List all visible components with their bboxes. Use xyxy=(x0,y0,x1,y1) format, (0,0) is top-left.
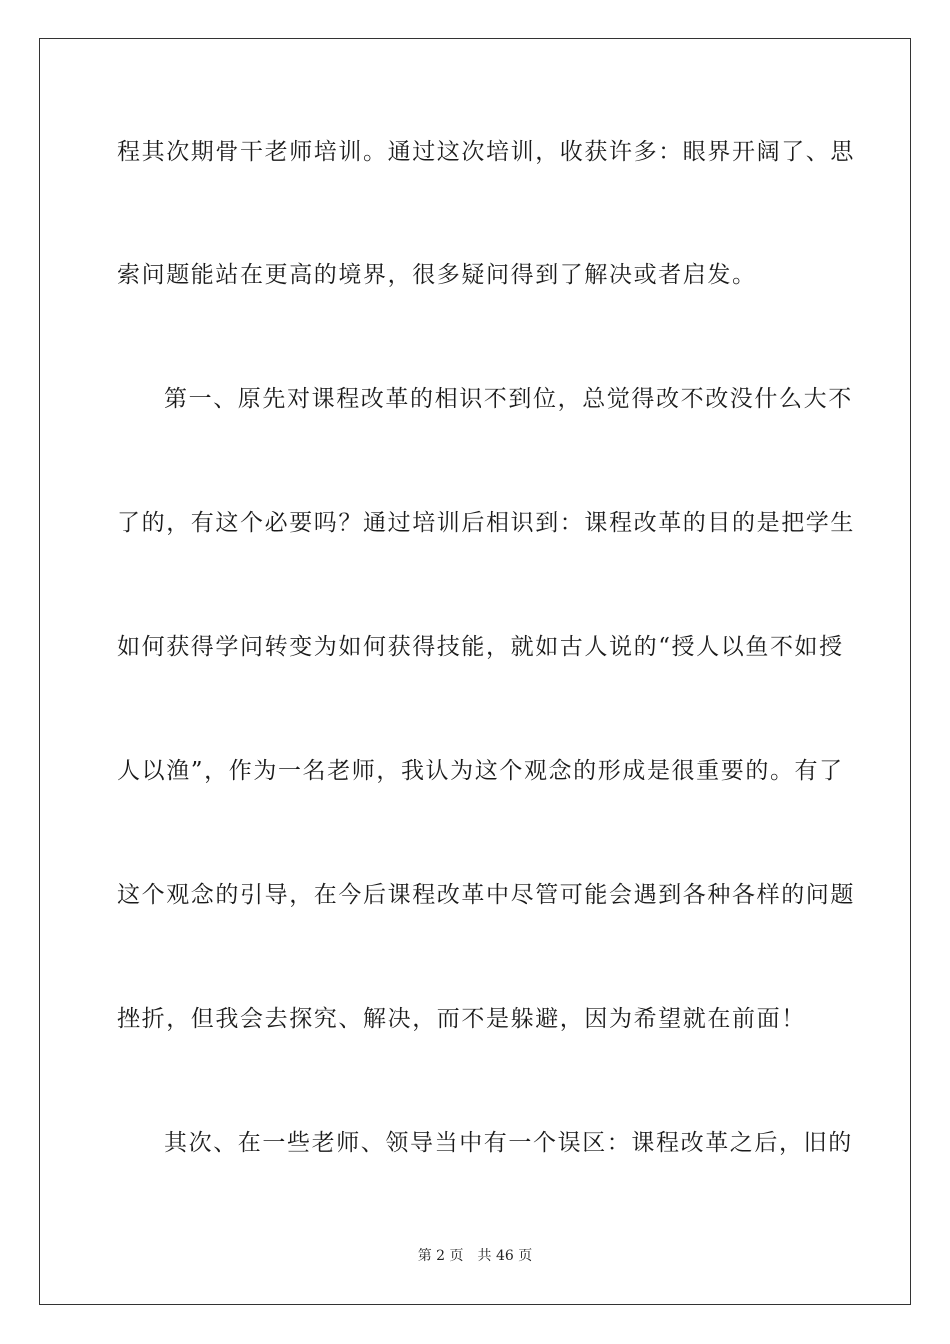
page-total: 共 46 页 xyxy=(477,1248,533,1264)
paragraph-start-line: 第一、原先对课程改革的相识不到位，总觉得改不改没什么大不 xyxy=(164,386,853,412)
text-line: 索问题能站在更高的境界，很多疑问得到了解决或者启发。 xyxy=(117,262,757,288)
text-line: 程其次期骨干老师培训。通过这次培训，收获许多：眼界开阔了、思 xyxy=(117,139,855,165)
page-number: 第 2 页 xyxy=(417,1248,464,1264)
page-footer xyxy=(0,1247,950,1265)
text-line: 了的，有这个必要吗？通过培训后相识到：课程改革的目的是把学生 xyxy=(117,510,855,536)
page-border xyxy=(39,38,911,1305)
text-line: 如何获得学问转变为如何获得技能，就如古人说的“授人以鱼不如授 xyxy=(117,634,844,660)
text-line: 这个观念的引导，在今后课程改革中尽管可能会遇到各种各样的问题 xyxy=(117,882,855,908)
paragraph-start-line: 其次、在一些老师、领导当中有一个误区：课程改革之后，旧的 xyxy=(164,1130,853,1156)
text-line: 人以渔”，作为一名老师，我认为这个观念的形成是很重要的。有了 xyxy=(117,758,844,784)
text-line: 挫折，但我会去探究、解决，而不是躲避，因为希望就在前面！ xyxy=(117,1006,806,1032)
